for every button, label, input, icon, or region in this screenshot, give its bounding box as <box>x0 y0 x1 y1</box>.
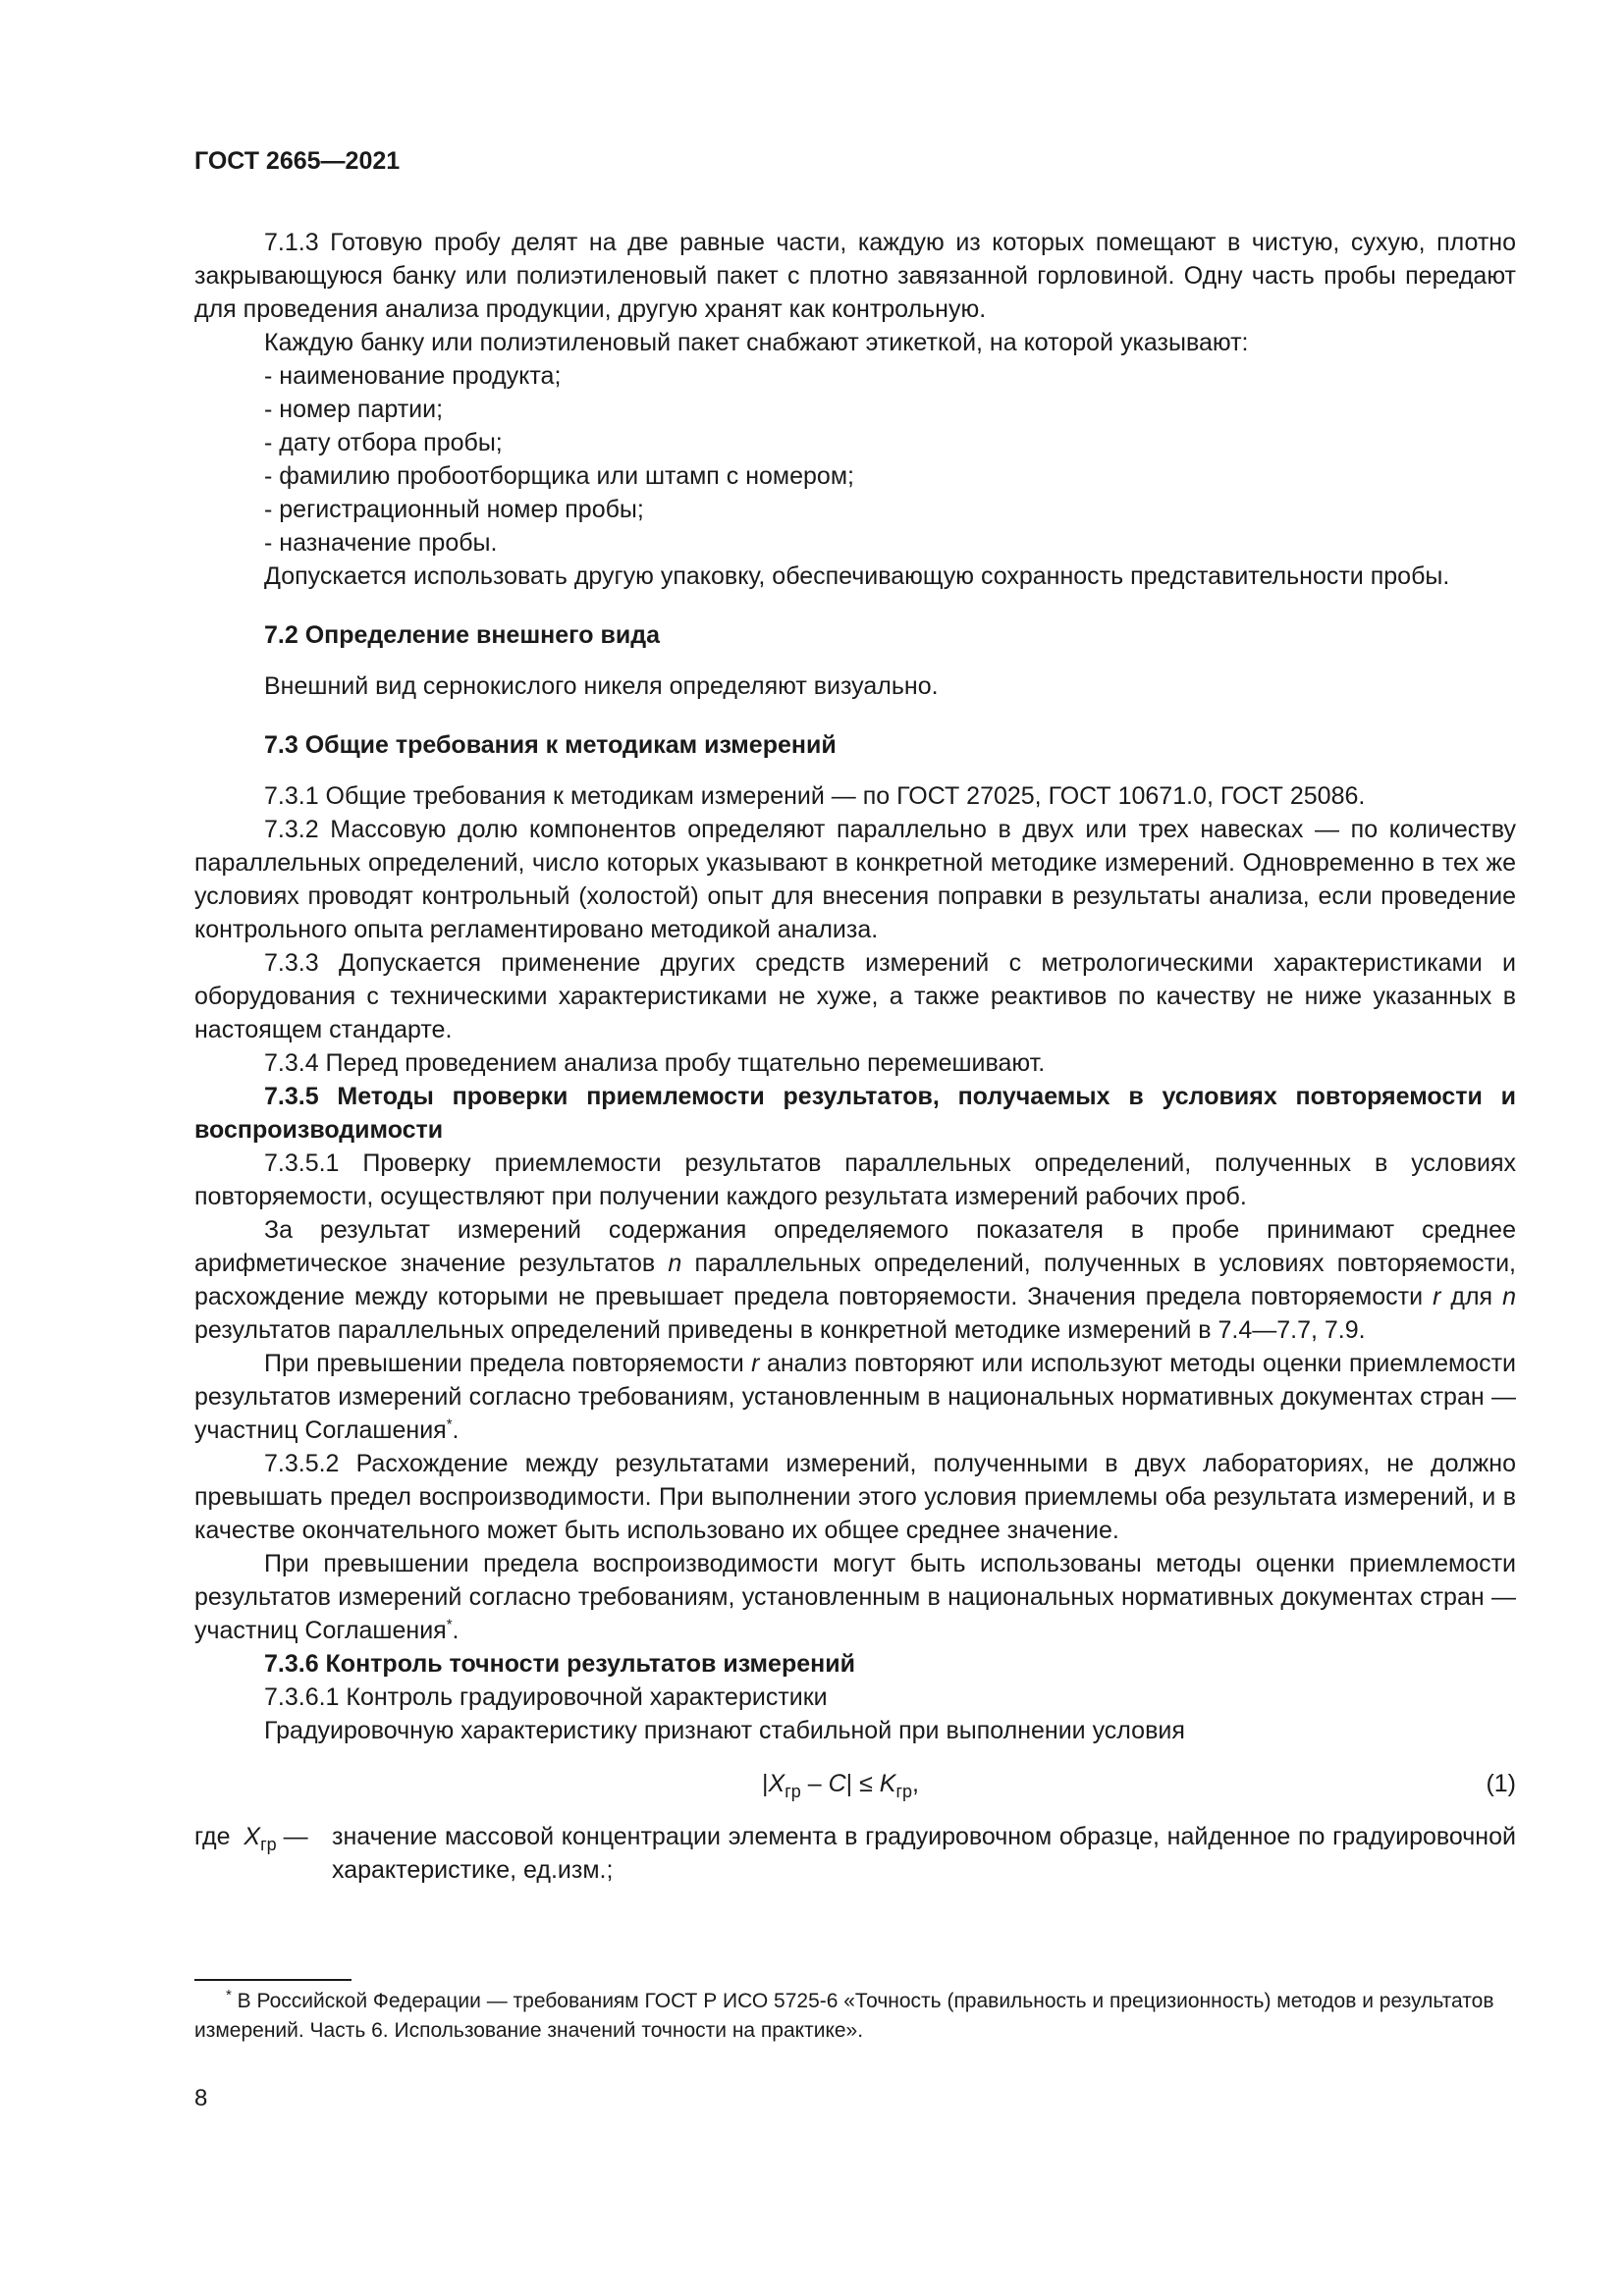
footnote-text: * В Российской Федерации — требованиям ГОСТ Р ИСО 5725-6 «Точность (правильность и прецизионность) методов и результатов измерений. Часть 6. Использование значений точности на практике». <box>194 1987 1494 2042</box>
paragraph-package: Допускается использовать другую упаковку, обеспечивающую сохранность представительности пробы. <box>264 562 1450 590</box>
label-item: - дату отбора пробы; <box>264 429 503 456</box>
footnote-marker: * <box>446 1616 453 1633</box>
footnote-marker: * <box>226 1987 232 2003</box>
subsection-heading-7-3-5: 7.3.5 Методы проверки приемлемости результатов, получаемых в условиях повторяемости и воспроизводимости <box>194 1083 1516 1144</box>
formula-1 <box>194 1767 1516 1800</box>
subsection-heading-7-3-6: 7.3.6 Контроль точности результатов измерений <box>264 1650 855 1678</box>
footnote-marker: * <box>446 1415 453 1433</box>
label-item: - номер партии; <box>264 396 444 423</box>
variable-r: r <box>1433 1283 1441 1310</box>
variable-n: n <box>1502 1283 1516 1310</box>
paragraph-7-2: Внешний вид сернокислого никеля определяют визуально. <box>264 672 939 700</box>
paragraph-7-3-1: 7.3.1 Общие требования к методикам измерений — по ГОСТ 27025, ГОСТ 10671.0, ГОСТ 25086. <box>264 782 1366 810</box>
variable-n: n <box>668 1250 682 1277</box>
formula-expression: $|X_{гр} - C| \le K_{гр}$, <box>762 1770 919 1801</box>
label-item: - фамилию пробоотборщика или штамп с номером; <box>264 462 854 490</box>
document-header: ГОСТ 2665—2021 <box>194 147 401 175</box>
page-number: 8 <box>194 2085 208 2111</box>
explanation-text: значение массовой концентрации элемента в градуировочном образце, найденное по градуировочной характеристике, ед.изм.; <box>332 1823 1516 1884</box>
formula-number: (1) <box>1486 1770 1516 1797</box>
label-item: - наименование продукта; <box>264 362 562 390</box>
paragraph-result-definition: За результат измерений содержания определяемого показателя в пробе принимают среднее арифметическое значение результатов n параллельных определений, полученных в условиях повторяемости, расхождение между которыми не превышает предела повторяемости. Значения предела повторяемости r для n результатов параллельных определений приведены в конкретной методике измерений в 7.4—7.7, 7.9. <box>194 1216 1516 1344</box>
label-intro: Каждую банку или полиэтиленовый пакет снабжают этикеткой, на которой указывают: <box>264 329 1249 356</box>
footnotes <box>194 1979 1516 2046</box>
section-heading-7-2: 7.2 Определение внешнего вида <box>264 621 660 649</box>
label-item: - регистрационный номер пробы; <box>264 496 644 523</box>
paragraph-7-3-5-2: 7.3.5.2 Расхождение между результатами измерений, полученными в двух лабораториях, не должно превышать предел воспроизводимости. При выполнении этого условия приемлемы оба результата измерений, и в качестве окончательного может быть использовано их общее среднее значение. <box>194 1450 1516 1544</box>
paragraph-7-1-3: 7.1.3 Готовую пробу делят на две равные части, каждую из которых помещают в чистую, сухую, плотно закрывающуюся банку или полиэтиленовый пакет с плотно завязанной горловиной. Одну часть пробы передают для проведения анализа продукции, другую хранят как контрольную. <box>194 229 1516 323</box>
explanation-symbol: где $X_{гр}$ — <box>194 1823 308 1854</box>
section-heading-7-3: 7.3 Общие требования к методикам измерений <box>264 731 837 759</box>
variable-r: r <box>751 1350 760 1377</box>
paragraph-7-3-3: 7.3.3 Допускается применение других средств измерений с метрологическими характеристиками и оборудования с техническими характеристиками не хуже, а также реактивов по качеству не ниже указанных в настоящем стандарте. <box>194 949 1516 1043</box>
paragraph-exceed-reproducibility: При превышении предела воспроизводимости могут быть использованы методы оценки приемлемости результатов измерений согласно требованиям, установленным в национальных нормативных документах стран — участниц Соглашения*. <box>194 1550 1516 1644</box>
formula-explanation <box>194 1820 1516 1887</box>
paragraph-7-3-5-1: 7.3.5.1 Проверку приемлемости результатов параллельных определений, полученных в условиях повторяемости, осуществляют при получении каждого результата измерений рабочих проб. <box>194 1149 1516 1210</box>
label-item: - назначение пробы. <box>264 529 498 557</box>
paragraph-7-3-6-1: 7.3.6.1 Контроль градуировочной характеристики <box>264 1683 828 1711</box>
paragraph-exceed-repeatability: При превышении предела повторяемости r анализ повторяют или используют методы оценки приемлемости результатов измерений согласно требованиям, установленным в национальных нормативных документах стран — участниц Соглашения*. <box>194 1350 1516 1444</box>
paragraph-7-3-2: 7.3.2 Массовую долю компонентов определяют параллельно в двух или трех навесках — по количеству параллельных определений, число которых указывают в конкретной методике измерений. Одновременно в тех же условиях проводят контрольный (холостой) опыт для внесения поправки в результаты анализа, если проведение контрольного опыта регламентировано методикой анализа. <box>194 816 1516 943</box>
paragraph-stability-condition: Градуировочную характеристику признают стабильной при выполнении условия <box>264 1717 1185 1744</box>
paragraph-7-3-4: 7.3.4 Перед проведением анализа пробу тщательно перемешивают. <box>264 1049 1046 1077</box>
page-body <box>194 226 1516 1887</box>
footnote-separator <box>194 1979 352 1981</box>
